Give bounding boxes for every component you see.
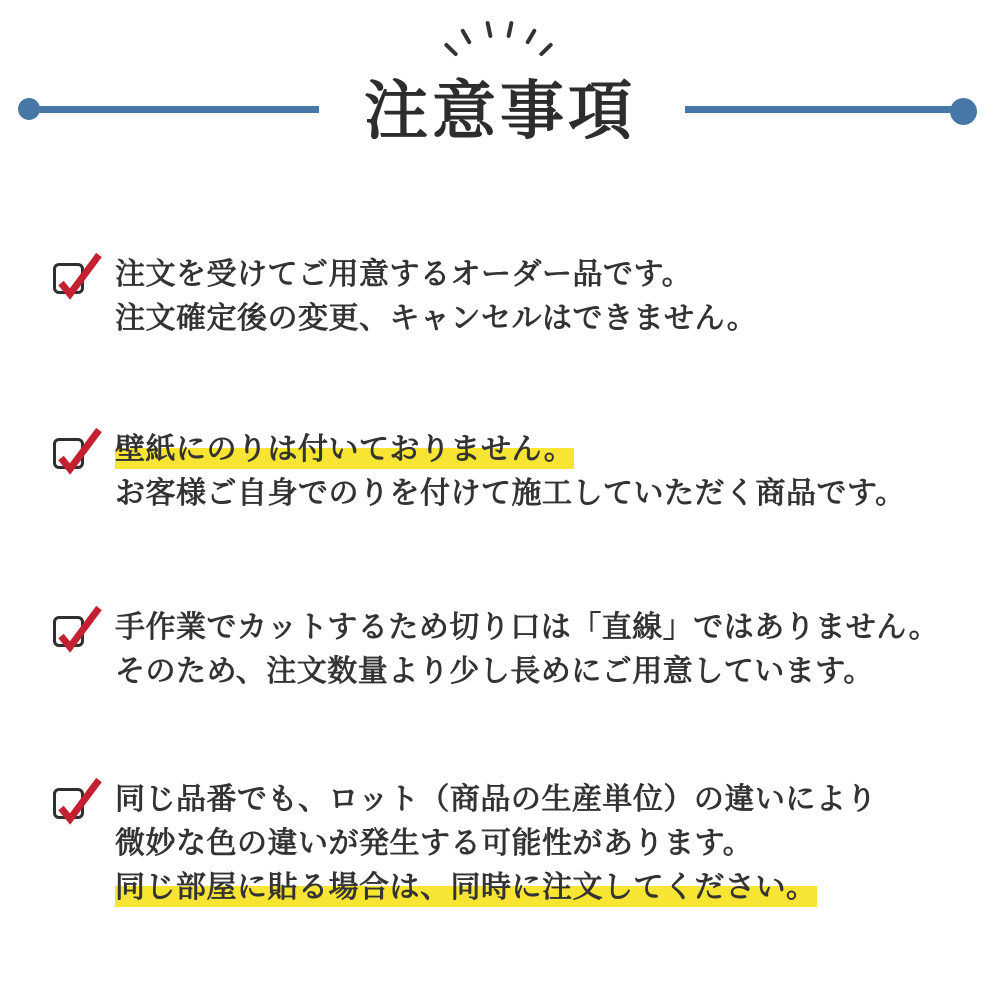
notice-line	[115, 472, 906, 516]
highlighted-text: 壁紙にのりは付いておりません。	[115, 433, 574, 469]
notice-line	[115, 606, 939, 650]
checkbox-checked-icon	[53, 616, 84, 647]
notice-line	[115, 866, 877, 910]
notice-line-text: 注文確定後の変更、キャンセルはできません。	[115, 302, 758, 335]
notice-line-text: 手作業でカットするため切り口は「直線」ではありません。	[115, 611, 940, 644]
notice-line-text: そのため、注文数量より少し長めにご用意しています。	[115, 655, 874, 688]
notice-line-text: 注文を受けてご用意するオーダー品です。	[115, 258, 693, 291]
ray-stroke	[538, 42, 553, 57]
ray-stroke	[460, 28, 472, 45]
check-mark-icon	[50, 250, 103, 301]
highlighted-text: 同じ部屋に貼る場合は、同時に注文してください。	[115, 871, 817, 907]
check-mark-icon	[50, 425, 103, 476]
sparkle-rays-icon	[443, 20, 555, 64]
notice-item	[53, 606, 980, 694]
notice-line	[115, 297, 757, 341]
check-mark-icon	[50, 775, 103, 826]
notice-line-text: お客様ご自身でのりを付けて施工していただく商品です。	[115, 477, 906, 510]
notice-text	[115, 606, 939, 694]
notice-line	[115, 253, 757, 297]
ray-stroke	[485, 21, 492, 38]
notice-item	[53, 253, 980, 341]
ray-stroke	[525, 28, 537, 45]
notice-line	[115, 650, 939, 694]
checkbox-checked-icon	[53, 263, 84, 294]
ray-stroke	[443, 42, 458, 57]
notice-text	[115, 428, 906, 516]
notice-item	[53, 428, 980, 516]
checkbox-checked-icon	[53, 438, 84, 469]
checkbox-checked-icon	[53, 788, 84, 819]
notice-line	[115, 778, 877, 822]
notice-line	[115, 428, 906, 472]
notice-item	[53, 778, 980, 910]
ray-stroke	[506, 21, 513, 38]
notice-text	[115, 778, 877, 910]
notice-text	[115, 253, 757, 341]
notice-line-text: 同じ品番でも、ロット（商品の生産単位）の違いにより	[115, 783, 877, 816]
notice-line-text: 微妙な色の違いが発生する可能性があります。	[115, 827, 754, 860]
check-mark-icon	[50, 603, 103, 654]
notice-line	[115, 822, 877, 866]
page-title: 注意事項	[364, 75, 636, 147]
